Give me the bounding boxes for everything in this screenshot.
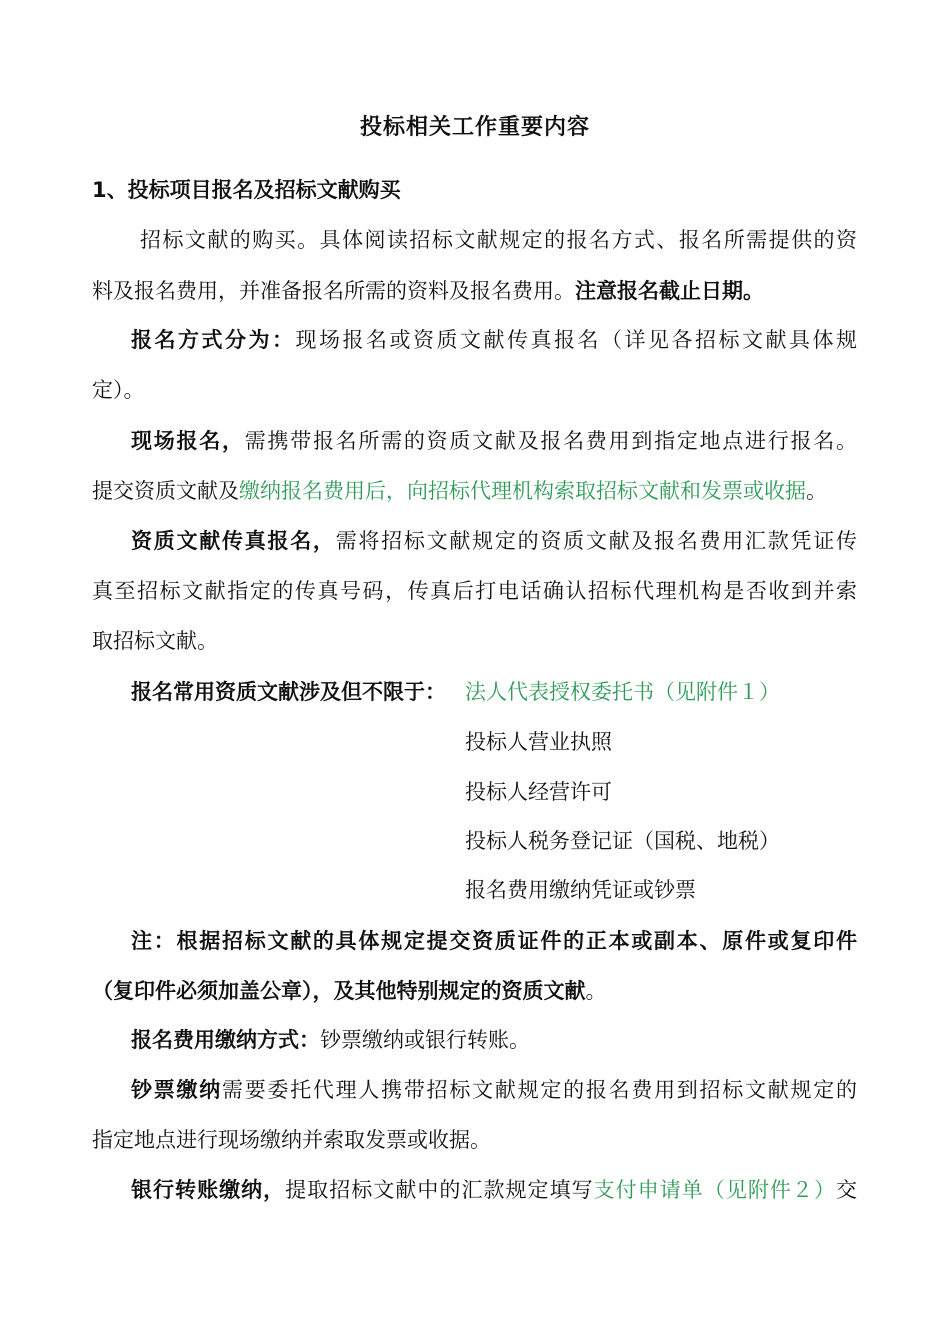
note-bold-text: （复印件必须加盖公章），及其他特别规定的资质文献 xyxy=(92,979,586,1003)
fax-line-1 xyxy=(131,527,857,555)
fax-text: 需将招标文献规定的资质文献及报名费用汇款凭证传 xyxy=(335,529,858,553)
bank-end: 交 xyxy=(836,1178,857,1202)
docs-item: 投标人经营许可 xyxy=(465,780,612,804)
intro-line-1: 招标文献的购买。具体阅读招标文献规定的报名方式、报名所需提供的资 xyxy=(140,228,857,252)
onsite-line-2 xyxy=(92,477,827,505)
fee-label: 报名费用缴纳方式： xyxy=(131,1028,320,1052)
onsite-text-2: 提交资质文献及 xyxy=(92,479,239,503)
onsite-line-1 xyxy=(131,427,857,455)
onsite-label: 现场报名， xyxy=(131,429,245,453)
onsite-text: 需携带报名所需的资质文献及报名费用到指定地点进行报名。 xyxy=(244,429,858,453)
bank-line xyxy=(131,1176,857,1204)
intro-text: 料及报名费用，并准备报名所需的资料及报名费用。 xyxy=(92,279,575,303)
bank-label: 银行转账缴纳， xyxy=(131,1178,286,1202)
note-end: 。 xyxy=(585,979,607,1003)
note-line-1: 注：根据招标文献的具体规定提交资质证件的正本或副本、原件或复印件 xyxy=(131,929,857,953)
page-title: 投标相关工作重要内容 xyxy=(359,115,590,140)
methods-line-1 xyxy=(131,326,857,354)
cash-label: 钞票缴纳 xyxy=(131,1078,222,1102)
methods-label: 报名方式分为： xyxy=(131,328,296,352)
onsite-end: 。 xyxy=(806,479,827,503)
methods-text: 现场报名或资质文献传真报名（详见各招标文献具体规 xyxy=(295,328,857,352)
fax-label: 资质文献传真报名， xyxy=(131,529,336,553)
section-heading: 1、投标项目报名及招标文献购买 xyxy=(92,178,401,202)
intro-line-2 xyxy=(92,277,764,305)
bank-green-text: 支付申请单（见附件２） xyxy=(593,1178,836,1202)
docs-item: 报名费用缴纳凭证或钞票 xyxy=(465,878,696,902)
fax-line-2: 真至招标文献指定的传真号码，传真后打电话确认招标代理机构是否收到并索 xyxy=(92,579,857,603)
docs-item: 投标人税务登记证（国税、地税） xyxy=(465,829,780,853)
docs-item: 法人代表授权委托书（见附件１） xyxy=(465,680,780,704)
onsite-green-text: 缴纳报名费用后，向招标代理机构索取招标文献和发票或收据 xyxy=(239,479,806,503)
note-line-2 xyxy=(92,977,607,1005)
docs-item: 投标人营业执照 xyxy=(465,730,612,754)
docs-label: 报名常用资质文献涉及但不限于： xyxy=(131,680,446,704)
fee-line xyxy=(131,1026,530,1054)
cash-line-1 xyxy=(131,1076,857,1104)
methods-line-2: 定）。 xyxy=(92,378,145,402)
deadline-note: 注意报名截止日期。 xyxy=(575,279,764,303)
cash-text: 需要委托代理人携带招标文献规定的报名费用到招标文献规定的 xyxy=(221,1078,857,1102)
cash-line-2: 指定地点进行现场缴纳并索取发票或收据。 xyxy=(92,1128,491,1152)
fax-line-3: 取招标文献。 xyxy=(92,629,218,653)
fee-text: 钞票缴纳或银行转账。 xyxy=(320,1028,530,1052)
bank-text: 提取招标文献中的汇款规定填写 xyxy=(285,1178,594,1202)
